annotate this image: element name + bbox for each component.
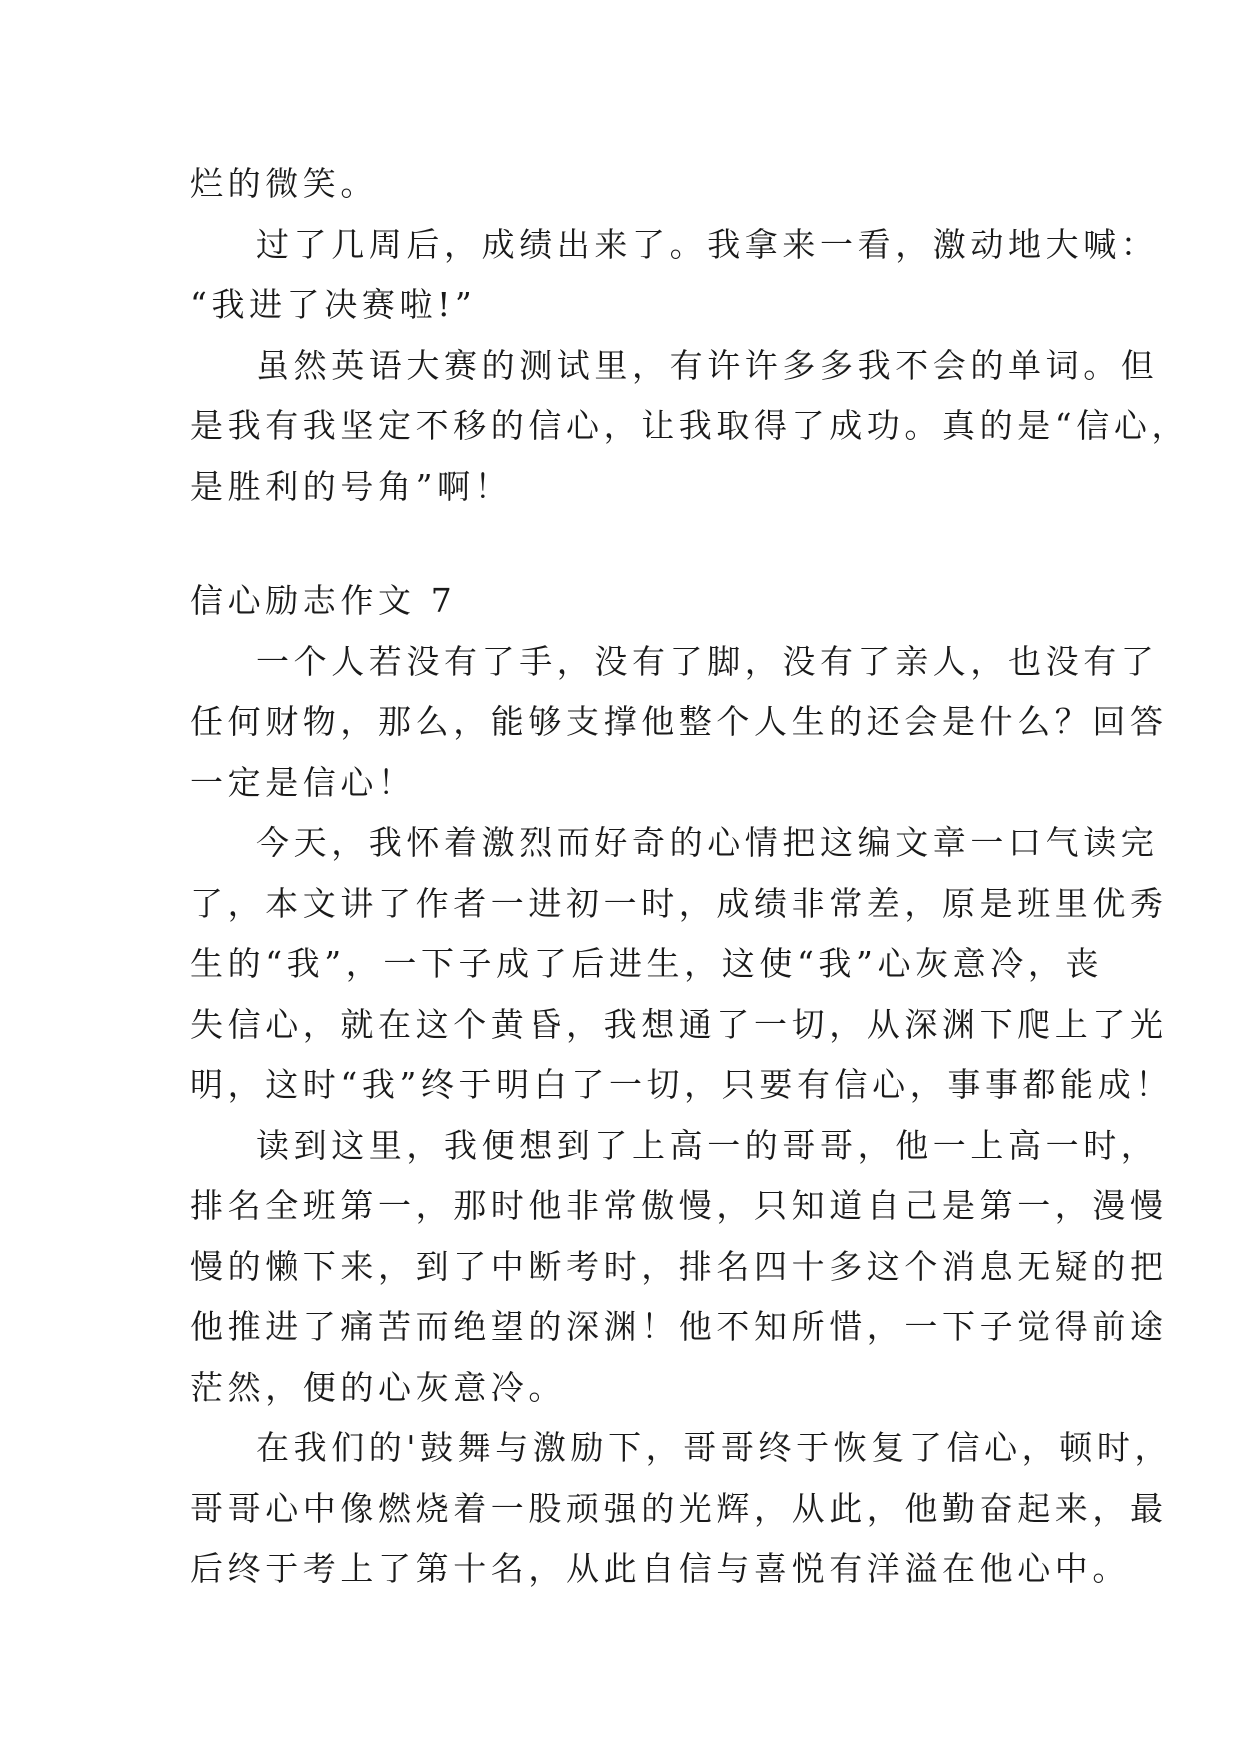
paragraph-confidence: [190, 336, 1190, 518]
text-line: 读到这里，我便想到了上高一的哥哥，他一上高一时，: [256, 1125, 1159, 1165]
paragraph-intro: [190, 632, 1168, 814]
section-gap: [190, 517, 1060, 571]
text-line: “我进了决赛啦!”: [190, 285, 477, 324]
text-line: 一个人若没有了手，没有了脚，没有了亲人，也没有了: [256, 641, 1159, 681]
text-line: 明，这时“我”终于明白了一切，只要有信心，事事都能成！: [190, 1065, 1173, 1104]
text-line: 烂的微笑。: [190, 164, 378, 203]
text-line: 任何财物，那么，能够支撑他整个人生的还会是什么？回答: [190, 702, 1168, 741]
text-line: 他推进了痛苦而绝望的深渊！他不知所惜，一下子觉得前途: [190, 1307, 1168, 1346]
paragraph-continuation: [190, 154, 1060, 215]
text-line: 了，本文讲了作者一进初一时，成绩非常差，原是班里优秀: [190, 883, 1168, 923]
text-line: 哥哥心中像燃烧着一股顽强的光辉，从此，他勤奋起来，最: [190, 1488, 1168, 1528]
text-line: 茫然，便的心灰意冷。: [190, 1367, 566, 1407]
text-line: 慢的懒下来，到了中断考时，排名四十多这个消息无疑的把: [190, 1246, 1168, 1286]
text-line: 生的“我”，一下子成了后进生，这使“我”心灰意冷，丧: [190, 944, 1104, 983]
essay-heading: 信心励志作文 7: [190, 581, 457, 620]
text-line: 排名全班第一，那时他非常傲慢，只知道自己是第一，漫慢: [190, 1186, 1168, 1225]
text-line: 是胜利的号角”啊！: [190, 466, 513, 506]
text-line: 失信心，就在这个黄昏，我想通了一切，从深渊下爬上了光: [190, 1004, 1168, 1044]
text-line: 是我有我坚定不移的信心，让我取得了成功。真的是“信心，: [190, 406, 1190, 445]
paragraph-brother: [190, 1116, 1168, 1419]
text-line: 过了几周后，成绩出来了。我拿来一看，激动地大喊：: [256, 224, 1159, 264]
text-line: 虽然英语大赛的测试里，有许许多多我不会的单词。但: [256, 345, 1159, 385]
text-line: 在我们的'鼓舞与激励下，哥哥终于恢复了信心，顿时，: [256, 1428, 1173, 1467]
paragraph-results: [190, 215, 1159, 336]
text-line: 一定是信心！: [190, 762, 416, 802]
paragraph-recovery: [190, 1418, 1173, 1600]
text-line: 后终于考上了第十名，从此自信与喜悦有洋溢在他心中。: [190, 1549, 1130, 1588]
document-body: [190, 154, 1190, 1600]
text-line: 今天，我怀着激烈而好奇的心情把这编文章一口气读完: [256, 823, 1159, 862]
paragraph-reading: [190, 813, 1173, 1116]
